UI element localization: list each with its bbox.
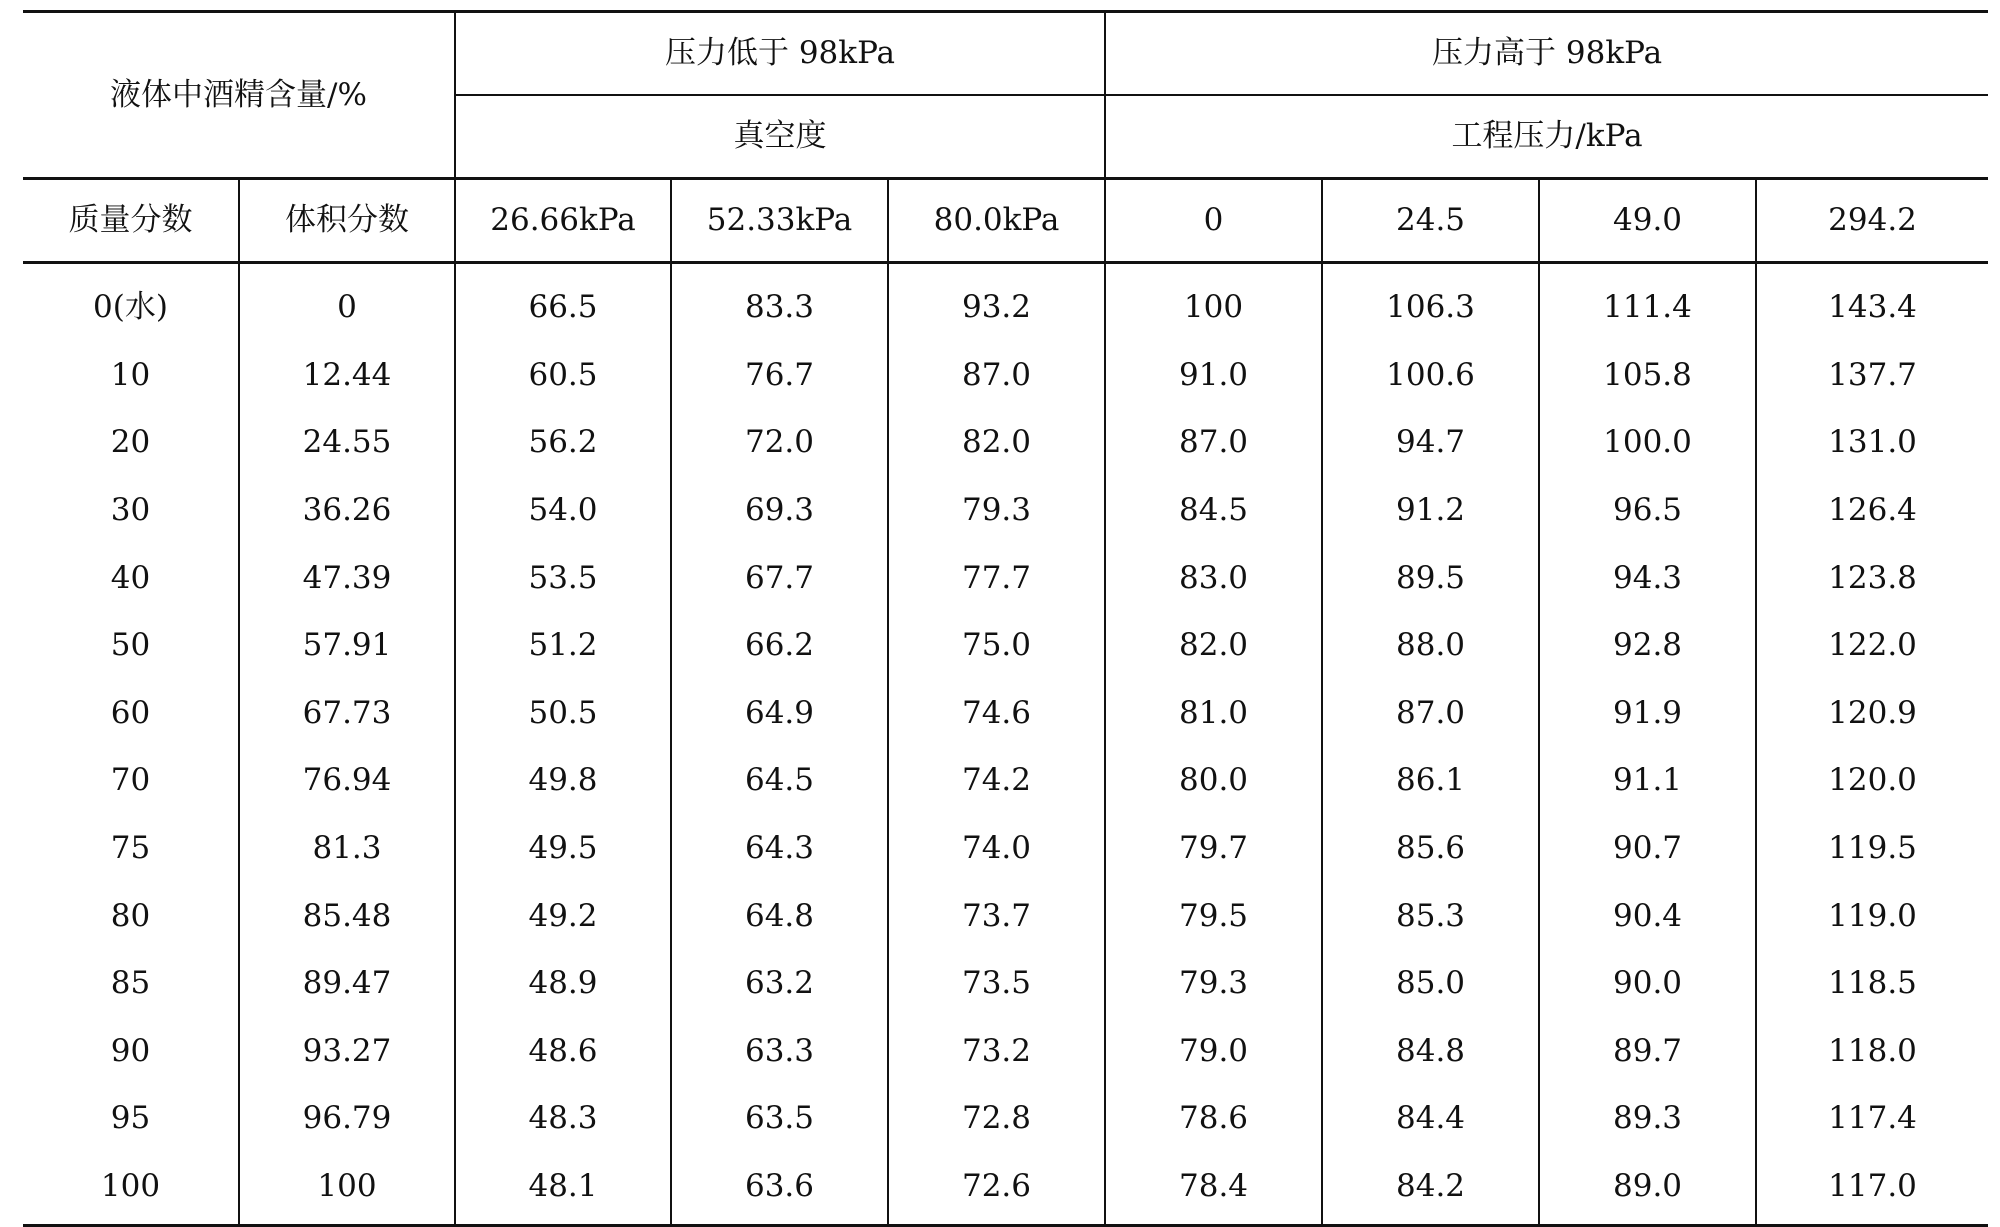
header-pressure-col: 24.5	[1322, 179, 1539, 263]
cell-boiling-point: 122.0	[1756, 612, 1988, 680]
table-row	[23, 612, 1988, 680]
cell-boiling-point: 120.9	[1756, 680, 1988, 748]
cell-boiling-point: 87.0	[1322, 680, 1539, 748]
cell-boiling-point: 74.0	[888, 815, 1105, 883]
cell-mass-fraction: 60	[110, 694, 151, 731]
cell-boiling-point: 90.0	[1539, 950, 1756, 1018]
table-body	[23, 263, 1988, 1226]
cell-boiling-point: 73.7	[888, 882, 1105, 950]
cell-boiling-point: 79.0	[1105, 1018, 1322, 1086]
cell-boiling-point: 64.5	[671, 747, 888, 815]
header-pressure-high: 压力高于 98kPa	[1105, 12, 1988, 96]
cell-boiling-point: 78.6	[1105, 1085, 1322, 1153]
cell-boiling-point: 66.2	[671, 612, 888, 680]
cell-boiling-point: 117.0	[1756, 1153, 1988, 1226]
cell-boiling-point: 89.0	[1539, 1153, 1756, 1226]
cell-mass-fraction: 85	[110, 965, 151, 1002]
cell-boiling-point: 106.3	[1322, 263, 1539, 342]
cell-boiling-point: 118.5	[1756, 950, 1988, 1018]
cell-boiling-point: 73.5	[888, 950, 1105, 1018]
cell-boiling-point: 48.9	[455, 950, 671, 1018]
cell-boiling-point: 90.4	[1539, 882, 1756, 950]
table-row	[23, 680, 1988, 748]
cell-boiling-point: 85.0	[1322, 950, 1539, 1018]
cell-mass-fraction: 10	[110, 356, 151, 393]
header-volume-fraction: 体积分数	[239, 179, 455, 263]
cell-boiling-point: 48.3	[455, 1085, 671, 1153]
table-row	[23, 263, 1988, 342]
cell-boiling-point: 89.7	[1539, 1018, 1756, 1086]
cell-boiling-point: 48.6	[455, 1018, 671, 1086]
cell-boiling-point: 118.0	[1756, 1018, 1988, 1086]
cell-boiling-point: 84.5	[1105, 477, 1322, 545]
cell-boiling-point: 72.0	[671, 409, 888, 477]
table-row	[23, 342, 1988, 410]
cell-volume-fraction: 89.47	[239, 950, 455, 1018]
cell-boiling-point: 100	[1105, 263, 1322, 342]
cell-mass-fraction: 30	[110, 492, 151, 529]
cell-boiling-point: 137.7	[1756, 342, 1988, 410]
cell-boiling-point: 119.5	[1756, 815, 1988, 883]
cell-boiling-point: 72.6	[888, 1153, 1105, 1226]
table-row	[23, 1153, 1988, 1226]
cell-boiling-point: 60.5	[455, 342, 671, 410]
table-row	[23, 544, 1988, 612]
table-row	[23, 747, 1988, 815]
alcohol-pressure-table	[23, 10, 1988, 1227]
cell-volume-fraction: 24.55	[239, 409, 455, 477]
cell-boiling-point: 100.0	[1539, 409, 1756, 477]
cell-boiling-point: 86.1	[1322, 747, 1539, 815]
cell-mass-fraction: 40	[110, 559, 151, 596]
cell-volume-fraction: 96.79	[239, 1085, 455, 1153]
cell-mass-fraction: 70	[110, 762, 151, 799]
cell-boiling-point: 63.3	[671, 1018, 888, 1086]
cell-boiling-point: 131.0	[1756, 409, 1988, 477]
cell-boiling-point: 100.6	[1322, 342, 1539, 410]
cell-boiling-point: 79.7	[1105, 815, 1322, 883]
cell-boiling-point: 53.5	[455, 544, 671, 612]
cell-mass-fraction: 95	[110, 1100, 151, 1137]
cell-boiling-point: 88.0	[1322, 612, 1539, 680]
table-header	[23, 12, 1988, 263]
table-row	[23, 409, 1988, 477]
cell-volume-fraction: 100	[239, 1153, 455, 1226]
cell-mass-fraction: 0(水)	[93, 289, 168, 326]
cell-boiling-point: 85.3	[1322, 882, 1539, 950]
cell-boiling-point: 84.4	[1322, 1085, 1539, 1153]
cell-boiling-point: 105.8	[1539, 342, 1756, 410]
cell-boiling-point: 96.5	[1539, 477, 1756, 545]
cell-mass-fraction: 100	[23, 1153, 239, 1226]
header-pressure-low: 压力低于 98kPa	[455, 12, 1105, 96]
cell-volume-fraction: 93.27	[239, 1018, 455, 1086]
cell-boiling-point: 84.2	[1322, 1153, 1539, 1226]
cell-boiling-point: 111.4	[1539, 263, 1756, 342]
cell-boiling-point: 87.0	[1105, 409, 1322, 477]
cell-boiling-point: 123.8	[1756, 544, 1988, 612]
cell-boiling-point: 82.0	[1105, 612, 1322, 680]
cell-boiling-point: 117.4	[1756, 1085, 1988, 1153]
header-pressure-col: 49.0	[1539, 179, 1756, 263]
cell-boiling-point: 64.9	[671, 680, 888, 748]
cell-boiling-point: 91.2	[1322, 477, 1539, 545]
cell-mass-fraction: 50	[110, 627, 151, 664]
cell-boiling-point: 48.1	[455, 1153, 671, 1226]
cell-boiling-point: 74.2	[888, 747, 1105, 815]
cell-boiling-point: 79.5	[1105, 882, 1322, 950]
cell-boiling-point: 69.3	[671, 477, 888, 545]
header-pressure-col: 80.0kPa	[888, 179, 1105, 263]
cell-volume-fraction: 76.94	[239, 747, 455, 815]
cell-boiling-point: 49.2	[455, 882, 671, 950]
cell-boiling-point: 73.2	[888, 1018, 1105, 1086]
cell-boiling-point: 79.3	[888, 477, 1105, 545]
cell-boiling-point: 63.6	[671, 1153, 888, 1226]
cell-volume-fraction: 57.91	[239, 612, 455, 680]
table-row	[23, 1085, 1988, 1153]
cell-volume-fraction: 12.44	[239, 342, 455, 410]
cell-boiling-point: 83.3	[671, 263, 888, 342]
cell-boiling-point: 94.3	[1539, 544, 1756, 612]
table-row	[23, 882, 1988, 950]
cell-mass-fraction: 80	[110, 897, 151, 934]
table-row	[23, 950, 1988, 1018]
cell-boiling-point: 50.5	[455, 680, 671, 748]
alcohol-boiling-point-table-container	[23, 10, 1988, 1227]
cell-volume-fraction: 47.39	[239, 544, 455, 612]
cell-boiling-point: 89.3	[1539, 1085, 1756, 1153]
cell-volume-fraction: 85.48	[239, 882, 455, 950]
cell-volume-fraction: 36.26	[239, 477, 455, 545]
cell-boiling-point: 81.0	[1105, 680, 1322, 748]
cell-boiling-point: 54.0	[455, 477, 671, 545]
cell-boiling-point: 143.4	[1756, 263, 1988, 342]
cell-boiling-point: 85.6	[1322, 815, 1539, 883]
cell-boiling-point: 87.0	[888, 342, 1105, 410]
cell-boiling-point: 120.0	[1756, 747, 1988, 815]
header-pressure-col: 52.33kPa	[671, 179, 888, 263]
cell-boiling-point: 75.0	[888, 612, 1105, 680]
cell-boiling-point: 91.9	[1539, 680, 1756, 748]
cell-boiling-point: 64.3	[671, 815, 888, 883]
cell-boiling-point: 80.0	[1105, 747, 1322, 815]
cell-boiling-point: 67.7	[671, 544, 888, 612]
cell-volume-fraction: 0	[239, 263, 455, 342]
cell-mass-fraction: 90	[110, 1032, 151, 1069]
cell-boiling-point: 93.2	[888, 263, 1105, 342]
cell-boiling-point: 63.5	[671, 1085, 888, 1153]
cell-boiling-point: 66.5	[455, 263, 671, 342]
cell-mass-fraction: 20	[110, 424, 151, 461]
cell-boiling-point: 82.0	[888, 409, 1105, 477]
cell-boiling-point: 49.5	[455, 815, 671, 883]
header-pressure-col: 26.66kPa	[455, 179, 671, 263]
cell-boiling-point: 72.8	[888, 1085, 1105, 1153]
cell-boiling-point: 119.0	[1756, 882, 1988, 950]
cell-boiling-point: 79.3	[1105, 950, 1322, 1018]
cell-boiling-point: 94.7	[1322, 409, 1539, 477]
cell-boiling-point: 76.7	[671, 342, 888, 410]
table-row	[23, 477, 1988, 545]
header-mass-fraction: 质量分数	[23, 179, 239, 263]
cell-boiling-point: 91.1	[1539, 747, 1756, 815]
cell-boiling-point: 89.5	[1322, 544, 1539, 612]
cell-boiling-point: 64.8	[671, 882, 888, 950]
cell-boiling-point: 56.2	[455, 409, 671, 477]
cell-boiling-point: 91.0	[1105, 342, 1322, 410]
cell-mass-fraction: 75	[110, 830, 151, 867]
cell-boiling-point: 49.8	[455, 747, 671, 815]
cell-boiling-point: 63.2	[671, 950, 888, 1018]
table-row	[23, 815, 1988, 883]
cell-boiling-point: 90.7	[1539, 815, 1756, 883]
header-gauge-pressure: 工程压力/kPa	[1105, 95, 1988, 179]
cell-boiling-point: 92.8	[1539, 612, 1756, 680]
header-pressure-col: 0	[1105, 179, 1322, 263]
cell-volume-fraction: 81.3	[239, 815, 455, 883]
cell-boiling-point: 126.4	[1756, 477, 1988, 545]
cell-boiling-point: 78.4	[1105, 1153, 1322, 1226]
cell-boiling-point: 74.6	[888, 680, 1105, 748]
header-pressure-col: 294.2	[1756, 179, 1988, 263]
cell-volume-fraction: 67.73	[239, 680, 455, 748]
table-row	[23, 1018, 1988, 1086]
header-vacuum: 真空度	[455, 95, 1105, 179]
header-alcohol-content: 液体中酒精含量/%	[23, 12, 455, 179]
cell-boiling-point: 83.0	[1105, 544, 1322, 612]
cell-boiling-point: 51.2	[455, 612, 671, 680]
cell-boiling-point: 77.7	[888, 544, 1105, 612]
cell-boiling-point: 84.8	[1322, 1018, 1539, 1086]
